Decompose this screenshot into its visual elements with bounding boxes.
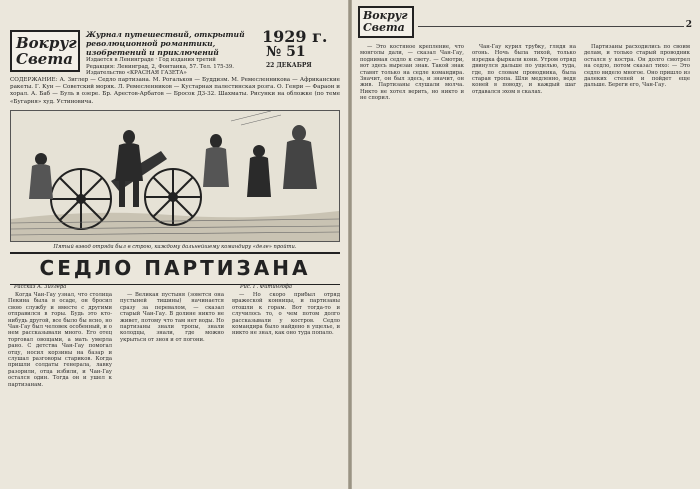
issue-year: 1929 г. — [262, 27, 328, 46]
magazine-logo-small: Вокруг Света — [358, 6, 414, 38]
article-paragraph: Партизаны расходились по своим делам, и только старый проводник остался у костра. Он долго смотрел на седло, потом сказал тихо: — Это седло видело многое. Оно пришло из далеких степей и пойдет еще дальше. Береги его, Чан-Гау. — [584, 44, 690, 89]
left-page — [0, 0, 348, 489]
right-page — [352, 0, 700, 489]
article-paragraph: — Великая пустыня (зовется она пустыней тишины) начинается сразу за перевалом, — сказал старый Чан-Гау. В долине никто не живет, потому что там нет воды. Но партизаны знали тропы, знали колодцы, знали, где можно укрыться от зноя и от погони. — [120, 292, 224, 343]
subtitle-text: Журнал путешествий, открытий революционной романтики, изобретений и приключений — [86, 30, 245, 57]
story-author-credit: Рассказ А. Зиглера — [14, 284, 67, 290]
story-headline: СЕДЛО ПАРТИЗАНА — [10, 252, 340, 285]
article-column-3 — [232, 292, 340, 484]
article-column-2 — [120, 292, 224, 484]
article-column-5 — [472, 44, 576, 484]
header-rule — [418, 26, 684, 27]
story-illustration — [10, 110, 340, 242]
illustration-caption: Пятый взвод отряда был в строю, каждому дальнейшему командиру «деле» пройти. — [53, 244, 297, 250]
article-paragraph: Когда Чан-Гау узнал, что столица Пекина была в осаде, он бросил свою службу и вместе с другими отправился в горы. Будь это кто-нибудь другой, все было бы ясно, но Чан-Гау был человек особенный, и о нем рассказывали много. Его отец торговал овощами, а мать умерла рано. С детства Чан-Гау помогал отцу, носил корзины на базар и слушал разговоры стариков. Когда пришли солдаты генерала, лавку разорили, отца избили, и Чан-Гау остался один. Тогда он и ушел к партизанам. — [8, 292, 112, 388]
editorial-address: Редакция: Ленинград, 2, Фонтанка, 57. Тел. 175-39. Издательство «КРАСНАЯ ГАЗЕТА» — [86, 63, 234, 76]
magazine-subtitle — [86, 30, 258, 77]
article-paragraph: — Но скоро прибыл отряд вражеской конницы, и партизаны отошли к горам. Вот тогда-то и случилось то, о чем потом долго рассказывали у костров. Седло командира было найдено в ущелье, и никто не знал, как оно туда попало. — [232, 292, 340, 337]
article-paragraph: — Это костяное крепление, что монголы дали, — сказал Чан-Гау, поднимая седло к свету. — Смотри, вот здесь вырезан знак. Такой знак ставят только на седле командира. Значит, он был здесь, и значит, он жив. Партизаны слушали молча. Никто не хотел верить, но никто и не спорил. — [360, 44, 464, 102]
publisher-line: Издается в Ленинграде · Год издания третий — [86, 57, 216, 63]
issue-date: 22 ДЕКАБРЯ — [266, 62, 312, 69]
article-column-1 — [8, 292, 112, 484]
illustration-drawing — [11, 111, 339, 241]
article-column-4 — [360, 44, 464, 484]
magazine-logo: Вокруг Света — [10, 30, 80, 72]
article-column-6 — [584, 44, 690, 484]
page-number: 2 — [685, 20, 692, 30]
issue-number: № 51 — [266, 44, 306, 60]
table-of-contents: СОДЕРЖАНИЕ: А. Зиглер — Седло партизана. М. Рогальков — Буддизм. М. Ремесленникова — Африканские ракеты. Г. Кун — Советский моряк. Л. Ремесленников — Кустарная палестинская розга. О. Генри — Фараон и хорал. А. Баб — Буль в озере. Бр. Арестов-Арбатов — Бросок Д3-32. Шахматы. Рисунки на обложке (по теме «Бугарня» худ. Устиновича. — [10, 77, 340, 105]
story-illustrator-credit: Рис. Г. Фитингофа — [240, 284, 292, 290]
article-paragraph: Чан-Гау курил трубку, глядя на огонь. Ночь была тихой, только изредка фыркали кони. Утром отряд двинулся дальше по ущелью, туда, где, по словам проводника, была старая тропа. Шли медленно, ведя коней в поводу, и каждый шаг отдавался эхом в скалах. — [472, 44, 576, 95]
